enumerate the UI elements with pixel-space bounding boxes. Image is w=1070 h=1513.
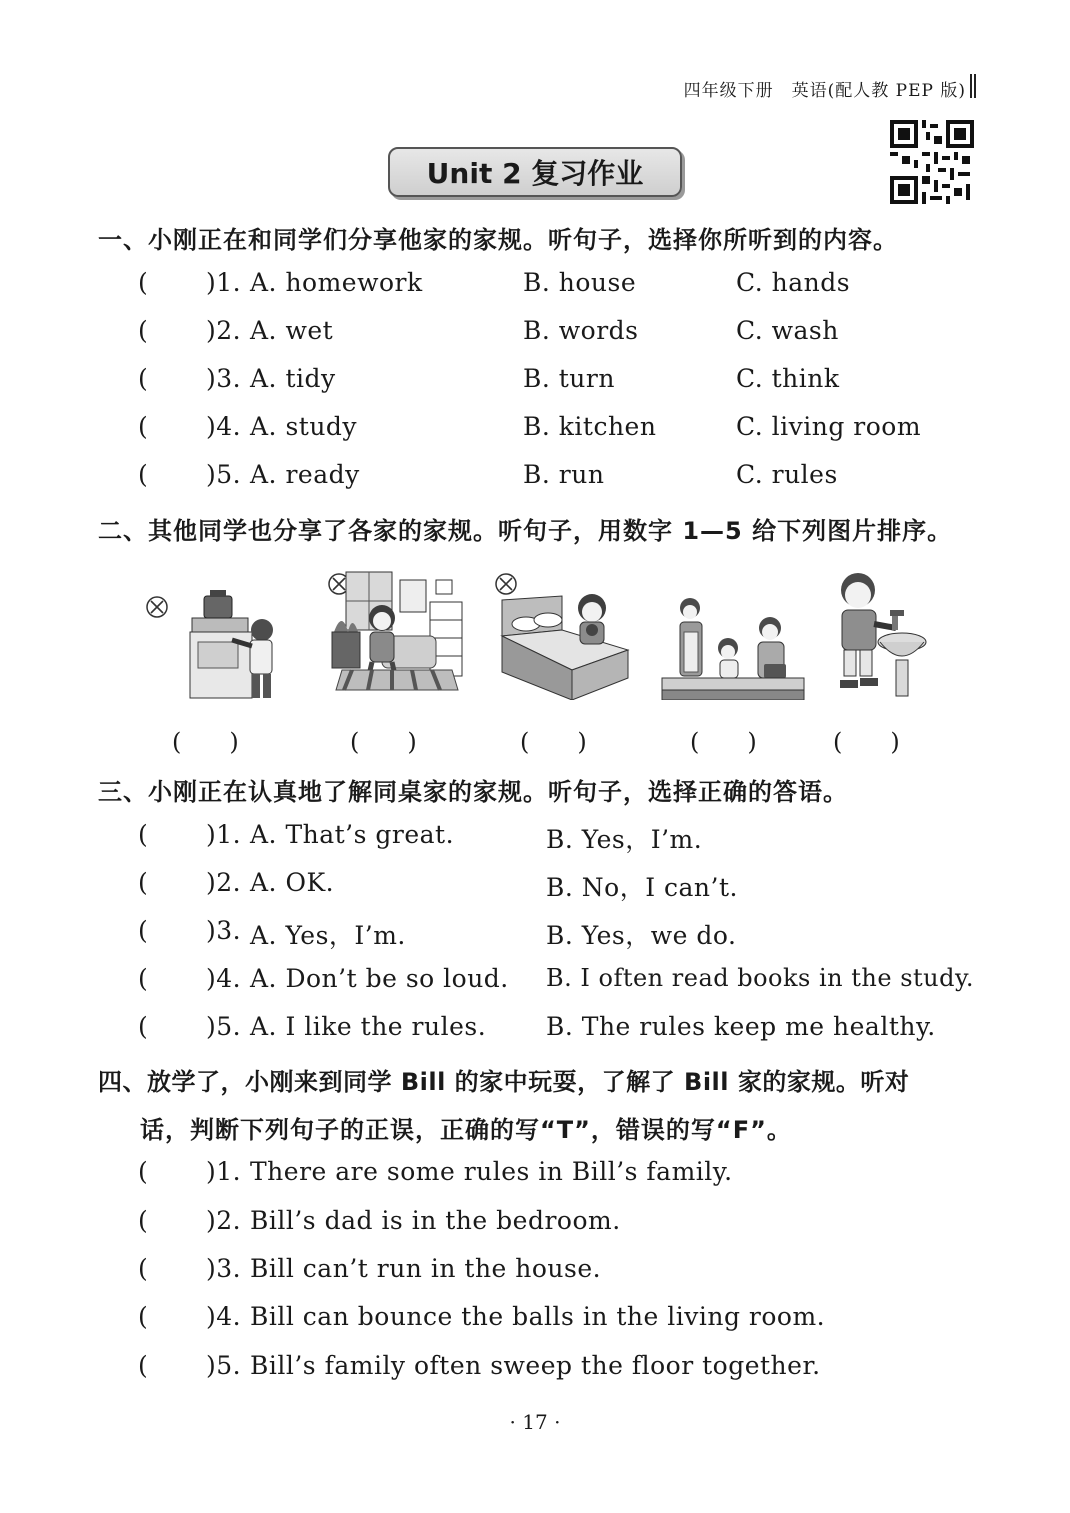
option-b: B. house <box>523 268 637 297</box>
option-b: B. run <box>523 460 605 489</box>
answer-blank[interactable]: ( <box>138 1302 149 1331</box>
qr-code <box>890 120 974 204</box>
page-title: Unit 2 复习作业 <box>388 147 682 197</box>
picture-child-on-bed <box>492 570 637 700</box>
header-divider <box>970 74 976 98</box>
question-number: )4. <box>206 412 242 441</box>
section-4-heading: 四、放学了，小刚来到同学 Bill 的家中玩耍，了解了 Bill 家的家规。听对 <box>98 1068 910 1096</box>
question-number: )2. <box>206 868 242 897</box>
answer-blank[interactable]: ( <box>138 1206 149 1235</box>
option-a: A. Don’t be so loud. <box>250 964 509 993</box>
question-number: )2. <box>206 1206 242 1235</box>
picture-boy-washing-hands <box>830 570 930 700</box>
option-a: A. tidy <box>250 364 336 393</box>
option-b: B. No，I can’t. <box>546 873 738 902</box>
question-number: )4. <box>206 964 242 993</box>
picture-5-blank[interactable]: ( ) <box>833 728 900 756</box>
answer-blank[interactable]: ( <box>138 268 149 297</box>
option-c: C. living room <box>736 412 922 441</box>
option-b: B. I often read books in the study. <box>546 964 974 992</box>
answer-blank[interactable]: ( <box>138 364 149 393</box>
section-1-heading: 一、小刚正在和同学们分享他家的家规。听句子，选择你所听到的内容。 <box>98 226 898 254</box>
option-b: B. Yes，we do. <box>546 921 737 950</box>
section-2-heading: 二、其他同学也分享了各家的家规。听句子，用数字 1—5 给下列图片排序。 <box>98 517 953 545</box>
statement-text: There are some rules in Bill’s family. <box>250 1157 733 1186</box>
option-b: B. The rules keep me healthy. <box>546 1012 936 1041</box>
answer-blank[interactable]: ( <box>138 412 149 441</box>
question-number: )5. <box>206 1012 242 1041</box>
answer-blank[interactable]: ( <box>138 820 149 849</box>
option-b: B. Yes，I’m. <box>546 825 703 854</box>
option-a: A. homework <box>250 268 423 297</box>
answer-blank[interactable]: ( <box>138 964 149 993</box>
question-number: )5. <box>206 1351 242 1380</box>
question-number: )4. <box>206 1302 242 1331</box>
option-c: C. think <box>736 364 840 393</box>
page-number: · 17 · <box>509 1410 561 1434</box>
question-number: )1. <box>206 1157 242 1186</box>
answer-blank[interactable]: ( <box>138 868 149 897</box>
option-c: C. rules <box>736 460 838 489</box>
question-number: )1. <box>206 268 242 297</box>
question-number: )3. <box>206 364 242 393</box>
option-a: A. OK. <box>250 868 335 897</box>
header-book-info: 四年级下册 英语(配人教 PEP 版) <box>683 81 966 101</box>
option-a: A. Yes，I’m. <box>250 921 406 950</box>
option-b: B. turn <box>523 364 615 393</box>
section-4-heading-cont: 话，判断下列句子的正误，正确的写“T”，错误的写“F”。 <box>140 1116 792 1144</box>
option-b: B. kitchen <box>523 412 657 441</box>
option-a: A. ready <box>250 460 360 489</box>
answer-blank[interactable]: ( <box>138 1351 149 1380</box>
answer-blank[interactable]: ( <box>138 916 149 945</box>
option-c: C. hands <box>736 268 851 297</box>
statement-text: Bill’s family often sweep the floor together. <box>250 1351 821 1380</box>
picture-boy-at-stove <box>140 570 285 700</box>
answer-blank[interactable]: ( <box>138 1157 149 1186</box>
question-number: )5. <box>206 460 242 489</box>
picture-3-blank[interactable]: ( ) <box>520 728 587 756</box>
answer-blank[interactable]: ( <box>138 1012 149 1041</box>
answer-blank[interactable]: ( <box>138 460 149 489</box>
option-a: A. I like the rules. <box>250 1012 487 1041</box>
question-number: )2. <box>206 316 242 345</box>
picture-2-blank[interactable]: ( ) <box>350 728 417 756</box>
section-3-heading: 三、小刚正在认真地了解同桌家的家规。听句子，选择正确的答语。 <box>98 778 848 806</box>
picture-4-blank[interactable]: ( ) <box>690 728 757 756</box>
option-a: A. study <box>250 412 358 441</box>
statement-text: Bill’s dad is in the bedroom. <box>250 1206 621 1235</box>
option-c: C. wash <box>736 316 839 345</box>
question-number: )3. <box>206 1254 242 1283</box>
statement-text: Bill can bounce the balls in the living room. <box>250 1302 826 1331</box>
statement-text: Bill can’t run in the house. <box>250 1254 602 1283</box>
picture-girl-living-room <box>322 570 467 700</box>
option-b: B. words <box>523 316 639 345</box>
option-a: A. wet <box>250 316 334 345</box>
picture-1-blank[interactable]: ( ) <box>172 728 239 756</box>
question-number: )3. <box>206 916 242 945</box>
answer-blank[interactable]: ( <box>138 1254 149 1283</box>
answer-blank[interactable]: ( <box>138 316 149 345</box>
picture-family-cooking <box>660 570 805 700</box>
question-number: )1. <box>206 820 242 849</box>
option-a: A. That’s great. <box>250 820 455 849</box>
